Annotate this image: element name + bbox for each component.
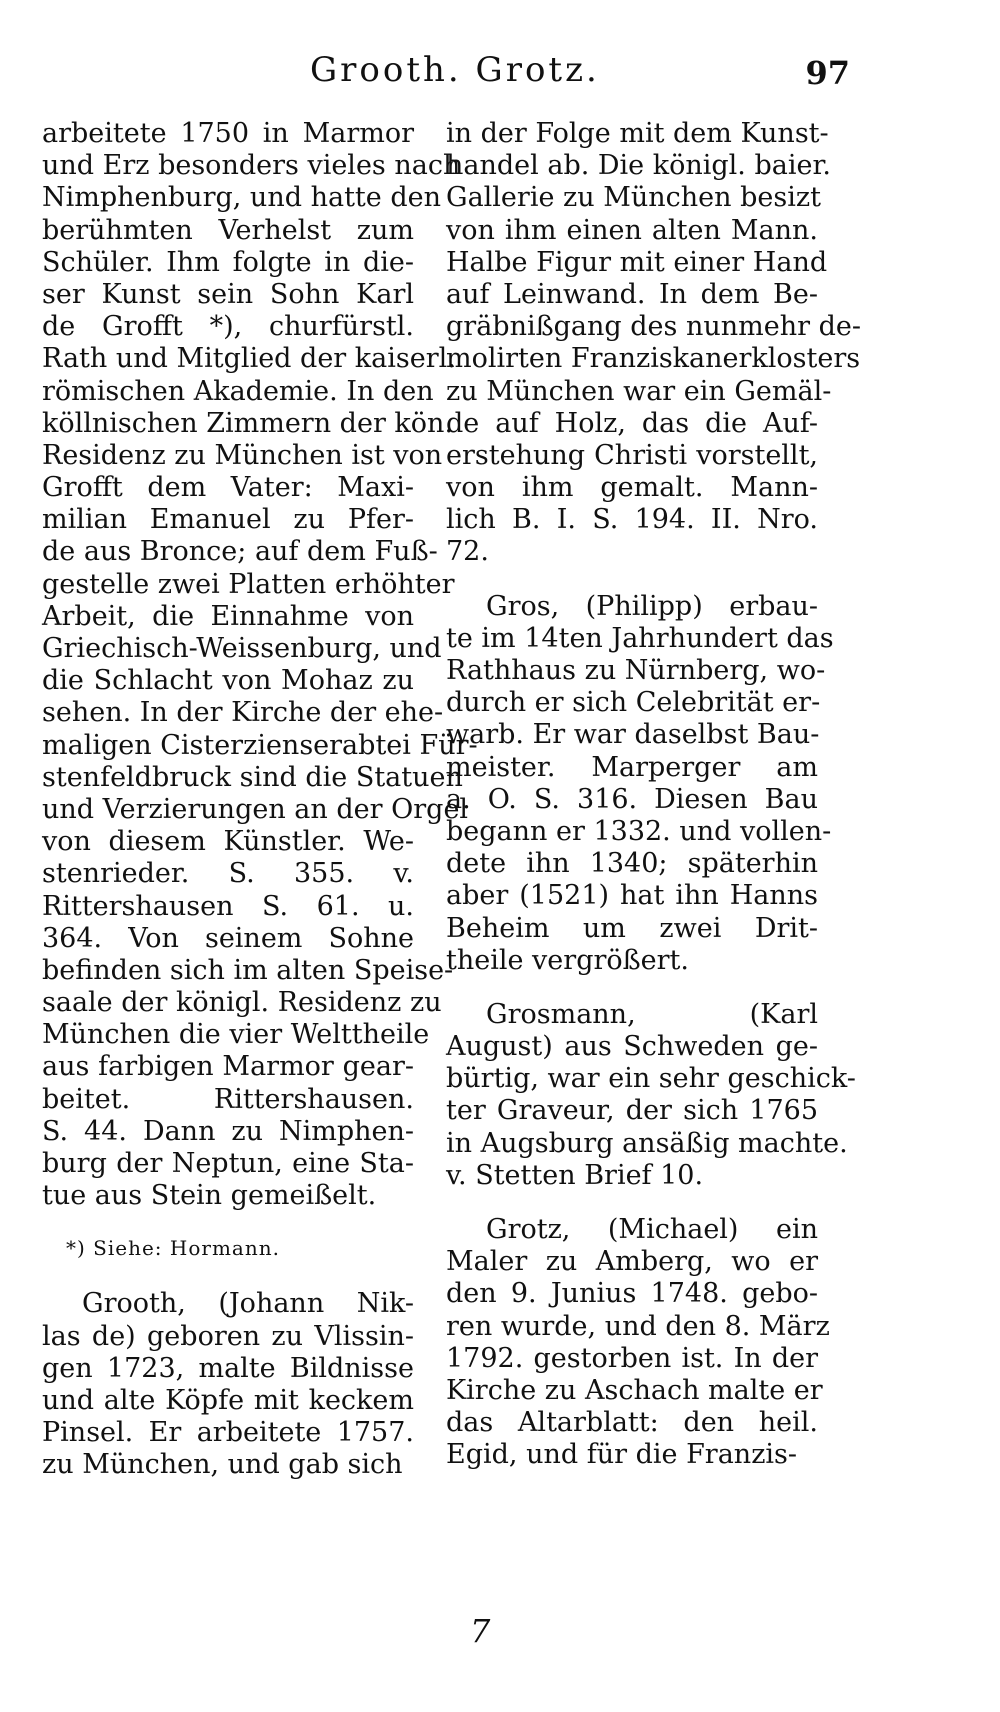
text-line: Grosmann, (Karl [486, 998, 818, 1030]
text-line: von ihm gemalt. Mann- [446, 472, 818, 504]
text-line: a. O. S. 316. Diesen Bau [446, 783, 818, 815]
text-line: burg der Neptun, eine Sta- [42, 1148, 414, 1179]
text-line: ser Kunst sein Sohn Karl [42, 278, 414, 310]
entry-grotz [446, 1214, 830, 1472]
text-line: das Altarblatt: den heil. [446, 1407, 818, 1439]
text-line: theile vergrößert. [446, 944, 689, 976]
entry-gros [446, 590, 834, 977]
right-column [446, 118, 861, 1472]
text-line: auf Leinwand. In dem Be- [446, 278, 818, 310]
text-line: stenfeldbruck sind die Statuen [42, 761, 463, 793]
text-line: gen 1723, malte Bildnisse [42, 1352, 414, 1384]
text-line: lich B. I. S. 194. II. Nro. [446, 504, 818, 536]
text-line: saale der königl. Residenz zu [42, 987, 442, 1019]
text-line: von ihm einen alten Mann. [446, 214, 818, 246]
text-line: las de) geboren zu Vlissin- [42, 1320, 414, 1352]
text-line: sehen. In der Kirche der ehe- [42, 697, 444, 729]
text-line: München die vier Welttheile [42, 1019, 430, 1051]
text-line: S. 44. Dann zu Nimphen- [42, 1115, 414, 1147]
entry-grooth-continued [446, 118, 861, 569]
text-line: arbeitete 1750 in Marmor [42, 118, 414, 149]
text-line: gräbnißgang des nunmehr de- [446, 311, 861, 343]
text-line: aber (1521) hat ihn Hanns [446, 880, 818, 912]
text-line: zu München, und gab sich [42, 1449, 403, 1481]
text-line: Grotz, (Michael) ein [486, 1214, 818, 1245]
text-line: molirten Franziskanerklosters [446, 343, 861, 375]
text-line: 364. Von seinem Sohne [42, 922, 414, 954]
text-line: August) aus Schweden ge- [446, 1031, 818, 1063]
page-header [0, 50, 1000, 100]
text-line: Maler zu Amberg, wo er [446, 1246, 818, 1278]
text-line: meister. Marperger am [446, 751, 818, 783]
entry-grooth [42, 1288, 414, 1481]
text-line: tue aus Stein gemeißelt. [42, 1180, 377, 1212]
text-line: bürtig, war ein sehr geschick- [446, 1063, 856, 1095]
text-line: begann er 1332. und vollen- [446, 815, 832, 847]
text-line: Gallerie zu München besizt [446, 182, 821, 214]
text-line: befinden sich im alten Speise- [42, 954, 454, 986]
signature-mark: 7 [470, 1612, 491, 1650]
text-line: Halbe Figur mit einer Hand [446, 246, 828, 278]
text-line: Arbeit, die Einnahme von [42, 600, 414, 632]
text-line: Pinsel. Er arbeitete 1757. [42, 1417, 414, 1449]
text-line: ren wurde, und den 8. März [446, 1310, 830, 1342]
text-line: Grooth, (Johann Nik- [82, 1288, 414, 1320]
text-line: erstehung Christi vorstellt, [446, 439, 818, 471]
page-number: 97 [805, 54, 850, 92]
footnote: *) Siehe: Hormann. [66, 1236, 280, 1261]
text-line: köllnischen Zimmern der kön. [42, 407, 454, 439]
text-line: de Grofft *), churfürstl. [42, 311, 414, 343]
text-line: de auf Holz, das die Auf- [446, 407, 818, 439]
text-line: Gros, (Philipp) erbau- [486, 590, 818, 622]
text-line: milian Emanuel zu Pfer- [42, 504, 414, 536]
text-line: stenrieder. S. 355. v. [42, 858, 414, 890]
text-line: 72. [446, 536, 489, 568]
text-line: in der Folge mit dem Kunst- [446, 118, 829, 149]
text-line: und Verzierungen an der Orgel [42, 793, 469, 825]
text-line: die Schlacht von Mohaz zu [42, 665, 414, 697]
text-line: ter Graveur, der sich 1765 [446, 1095, 818, 1127]
text-line: berühmten Verhelst zum [42, 214, 414, 246]
text-line: v. Stetten Brief 10. [446, 1159, 704, 1191]
text-line: Rathhaus zu Nürnberg, wo- [446, 655, 826, 686]
text-line: beitet. Rittershausen. [42, 1083, 414, 1115]
text-line: warb. Er war daselbst Bau- [446, 719, 820, 751]
text-line: Schüler. Ihm folgte in die- [42, 246, 414, 278]
text-line: Rath und Mitglied der kaiserl. [42, 343, 456, 375]
text-line: Residenz zu München ist von [42, 439, 443, 471]
text-line: aus farbigen Marmor gear- [42, 1051, 414, 1083]
text-line: zu München war ein Gemäl- [446, 375, 832, 407]
text-line: 1792. gestorben ist. In der [446, 1342, 818, 1374]
entry-grosmann [446, 998, 856, 1192]
text-line: Griechisch-Weissenburg, und [42, 633, 442, 664]
text-line: und alte Köpfe mit keckem [42, 1384, 414, 1416]
text-line: Grofft dem Vater: Maxi- [42, 472, 414, 504]
text-line: dete ihn 1340; späterhin [446, 848, 818, 880]
text-line: Kirche zu Aschach malte er [446, 1374, 823, 1406]
text-line: handel ab. Die königl. baier. [446, 150, 831, 182]
text-line: te im 14ten Jahrhundert das [446, 622, 834, 654]
text-line: Nimphenburg, und hatte den [42, 182, 441, 214]
text-line: römischen Akademie. In den [42, 375, 434, 407]
text-line: de aus Bronce; auf dem Fuß- [42, 536, 438, 568]
text-line: den 9. Junius 1748. gebo- [446, 1278, 818, 1310]
running-head: Grooth. Grotz. [310, 50, 600, 90]
text-line: Rittershausen S. 61. u. [42, 890, 414, 922]
left-column [42, 118, 478, 1482]
text-line: in Augsburg ansäßig machte. [446, 1127, 848, 1159]
text-line: von diesem Künstler. We- [42, 826, 414, 858]
text-line: Egid, und für die Franzis- [446, 1439, 798, 1471]
text-line: gestelle zwei Platten erhöhter [42, 568, 455, 600]
text-line: Beheim um zwei Drit- [446, 912, 818, 944]
text-line: und Erz besonders vieles nach [42, 150, 461, 182]
text-line: maligen Cisterzienserabtei Für- [42, 729, 478, 761]
text-line: durch er sich Celebrität er- [446, 687, 821, 719]
